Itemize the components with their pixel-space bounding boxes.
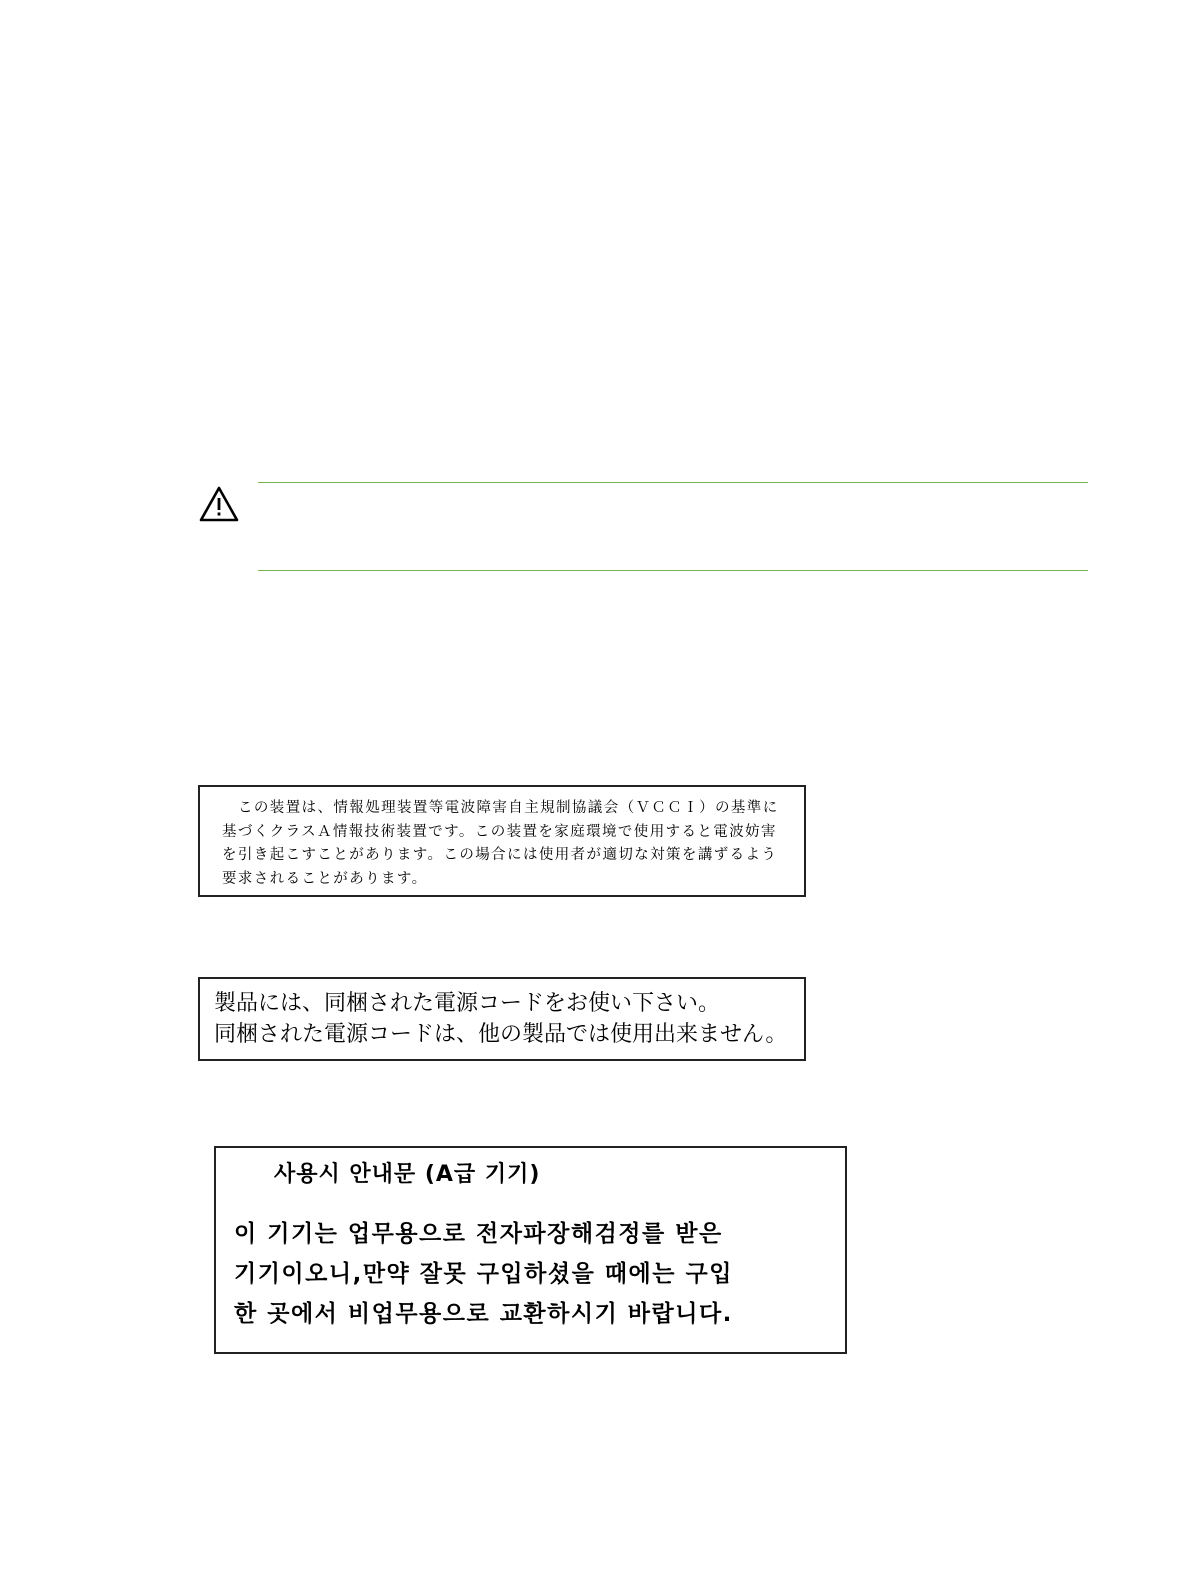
power-cord-notice-line: 製品には、同梱された電源コードをお使い下さい。 [214,991,721,1016]
korea-notice-line: 한 곳에서 비업무용으로 교환하시기 바랍니다. [234,1301,733,1327]
korea-notice-line: 이 기기는 업무용으로 전자파장해검정를 받은 [234,1221,723,1247]
korea-class-a-notice-box [214,1146,847,1354]
korea-notice-title: 사용시 안내문 (A급 기기) [274,1162,541,1187]
caution-bottom-rule [258,570,1088,571]
power-cord-notice-line: 同梱された電源コードは、他の製品では使用出来ません。 [214,1022,788,1047]
korea-notice-line: 기기이오니,만약 잘못 구입하셨을 때에는 구입 [234,1261,733,1287]
vcci-notice-text: この装置は、情報処理装置等電波障害自主規制協議会（ＶＣＣＩ）の基準に基づくクラスＡ情報技術装置です。この装置を家庭環境で使用すると電波妨害を引き起こすことがあります。この場合には使用者が適切な対策を講ずるよう要求されることがあります。 [222,800,779,887]
power-cord-notice-box [198,977,806,1061]
korea-notice-body [234,1214,845,1334]
caution-top-rule [258,482,1088,483]
warning-triangle-icon [198,485,240,523]
vcci-notice-box [198,785,806,897]
